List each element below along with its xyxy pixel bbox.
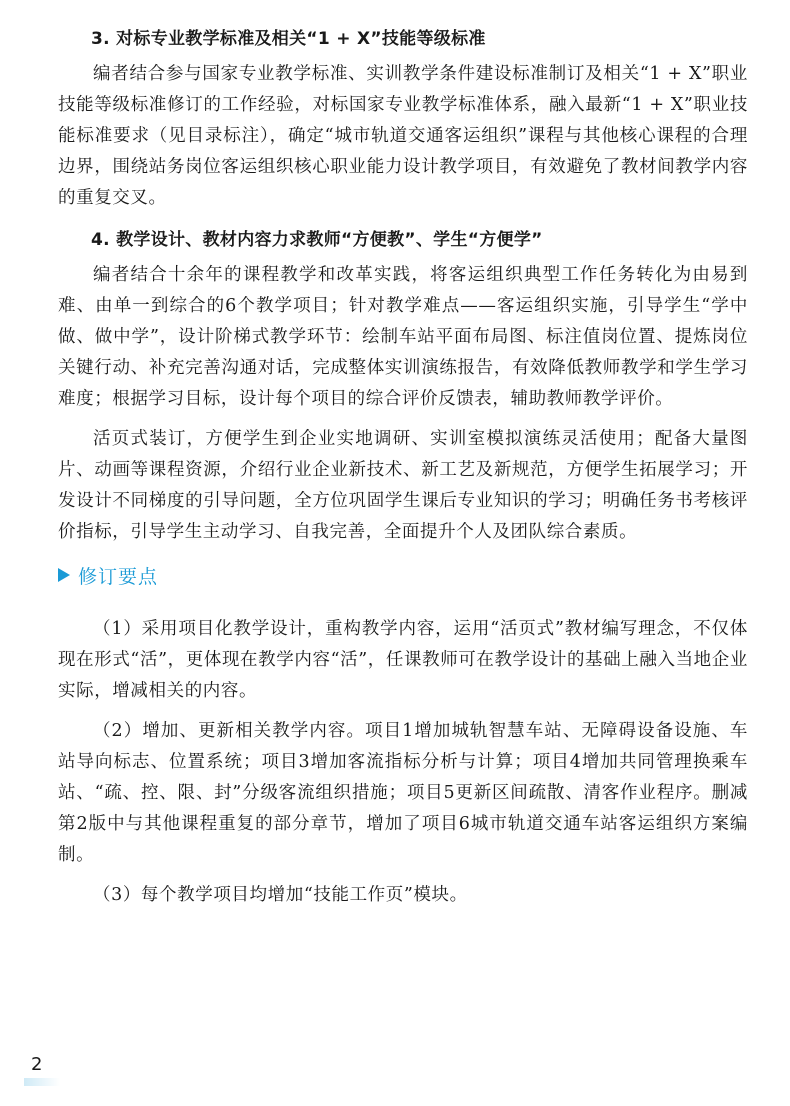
section-3-paragraph: 编者结合参与国家专业教学标准、实训教学条件建设标准制订及相关“1 + X”职业技能等级标准修订的工作经验，对标国家专业教学标准体系，融入最新“1 + X”职业技能标准要求（见目录标注），确定“城市轨道交通客运组织”课程与其他核心课程的合理边界，围绕站务岗位客运组织核心职业能力设计教学项目，有效避免了教材间教学内容的重复交叉。	[58, 64, 748, 208]
revision-item-1: （1）采用项目化教学设计，重构教学内容，运用“活页式”教材编写理念，不仅体现在形式“活”，更体现在教学内容“活”，任课教师可在教学设计的基础上融入当地企业实际，增减相关的内容。	[58, 619, 748, 701]
revision-section-title	[58, 562, 748, 588]
page-number-decoration	[24, 1078, 60, 1086]
section-4-paragraph-2: 活页式装订，方便学生到企业实地调研、实训室模拟演练灵活使用；配备大量图片、动画等课程资源，介绍行业企业新技术、新工艺及新规范，方便学生拓展学习；开发设计不同梯度的引导问题，全方位巩固学生课后专业知识的学习；明确任务书考核评价指标，引导学生主动学习、自我完善，全面提升个人及团队综合素质。	[58, 429, 748, 542]
revision-title-text: 修订要点	[78, 565, 159, 588]
page-number: 2	[31, 1054, 43, 1075]
triangle-arrow-icon	[58, 568, 70, 582]
section-4-heading: 4. 教学设计、教材内容力求教师“方便教”、学生“方便学”	[91, 230, 543, 250]
section-4-paragraph-1: 编者结合十余年的课程教学和改革实践，将客运组织典型工作任务转化为由易到难、由单一到综合的6个教学项目；针对教学难点——客运组织实施，引导学生“学中做、做中学”，设计阶梯式教学环节：绘制车站平面布局图、标注值岗位置、提炼岗位关键行动、补充完善沟通对话，完成整体实训演练报告，有效降低教师教学和学生学习难度；根据学习目标，设计每个项目的综合评价反馈表，辅助教师教学评价。	[58, 265, 748, 409]
document-page	[58, 27, 748, 920]
revision-item-2: （2）增加、更新相关教学内容。项目1增加城轨智慧车站、无障碍设备设施、车站导向标志、位置系统；项目3增加客流指标分析与计算；项目4增加共同管理换乘车站、“疏、控、限、封”分级客流组织措施；项目5更新区间疏散、清客作业程序。删减第2版中与其他课程重复的部分章节，增加了项目6城市轨道交通车站客运组织方案编制。	[58, 721, 748, 865]
section-3-heading: 3. 对标专业教学标准及相关“1 + X”技能等级标准	[91, 29, 486, 49]
revision-item-3: （3）每个教学项目均增加“技能工作页”模块。	[93, 885, 468, 905]
